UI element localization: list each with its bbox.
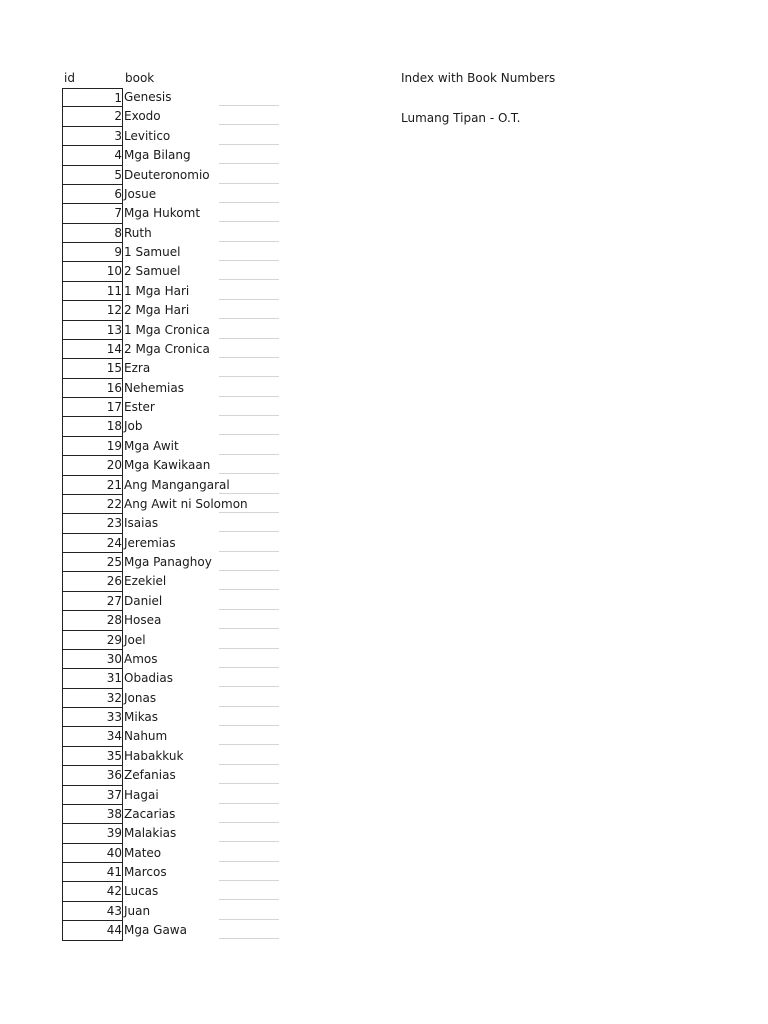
table-row xyxy=(0,611,768,630)
book-cell[interactable]: Joel xyxy=(124,632,146,647)
faint-divider xyxy=(219,783,279,784)
book-cell[interactable]: Obadias xyxy=(124,671,173,686)
book-cell[interactable]: Amos xyxy=(124,651,158,666)
id-cell[interactable]: 31 xyxy=(62,669,123,688)
faint-divider xyxy=(219,124,279,125)
book-cell[interactable]: Hagai xyxy=(124,787,159,802)
book-cell[interactable]: Nehemias xyxy=(124,380,184,395)
table-row xyxy=(0,689,768,708)
id-cell[interactable]: 1 xyxy=(62,88,123,107)
table-row xyxy=(0,921,768,940)
book-cell[interactable]: Mga Awit xyxy=(124,438,179,453)
book-cell[interactable]: 1 Mga Hari xyxy=(124,283,190,298)
id-cell[interactable]: 29 xyxy=(62,631,123,650)
book-cell[interactable]: 1 Samuel xyxy=(124,245,181,259)
faint-divider xyxy=(219,841,279,842)
id-cell[interactable]: 43 xyxy=(62,902,123,921)
table-row xyxy=(0,708,768,727)
faint-divider xyxy=(219,899,279,900)
table-row xyxy=(0,243,768,262)
id-cell[interactable]: 8 xyxy=(62,224,123,243)
faint-divider xyxy=(219,628,279,629)
book-cell[interactable]: Isaias xyxy=(124,516,159,531)
id-cell[interactable]: 11 xyxy=(62,282,123,301)
book-cell[interactable]: Ruth xyxy=(124,225,152,240)
table-row xyxy=(0,476,768,495)
table-row xyxy=(0,882,768,901)
faint-divider xyxy=(219,822,279,823)
id-cell[interactable]: 5 xyxy=(62,166,123,185)
book-cell[interactable]: Levitico xyxy=(124,128,171,143)
book-cell[interactable]: Deuteronomio xyxy=(124,167,210,182)
faint-divider xyxy=(219,764,279,765)
table-row xyxy=(0,572,768,591)
faint-divider xyxy=(219,803,279,804)
book-cell[interactable]: Mga Hukomt xyxy=(124,206,201,221)
table-row xyxy=(0,282,768,301)
book-cell[interactable]: 2 Mga Cronica xyxy=(124,341,210,356)
faint-divider xyxy=(219,706,279,707)
table-row xyxy=(0,340,768,359)
id-cell[interactable]: 23 xyxy=(62,514,123,533)
faint-divider xyxy=(219,725,279,726)
faint-divider xyxy=(219,551,279,552)
id-cell[interactable]: 15 xyxy=(62,359,123,378)
id-cell[interactable]: 36 xyxy=(62,766,123,785)
table-row xyxy=(0,650,768,669)
book-cell[interactable]: Jonas xyxy=(124,690,157,705)
id-cell[interactable]: 22 xyxy=(62,495,123,514)
faint-divider xyxy=(219,493,279,494)
faint-divider xyxy=(219,473,279,474)
book-cell[interactable]: Ezekiel xyxy=(124,574,167,589)
id-cell[interactable]: 40 xyxy=(62,844,123,863)
book-cell[interactable]: Mga Bilang xyxy=(124,148,191,163)
book-cell[interactable]: Lucas xyxy=(124,884,159,899)
book-cell[interactable]: Nahum xyxy=(124,729,168,744)
faint-divider xyxy=(219,861,279,862)
book-cell[interactable]: Job xyxy=(124,419,143,434)
id-cell[interactable]: 44 xyxy=(62,921,123,940)
id-cell[interactable]: 39 xyxy=(62,824,123,843)
book-cell[interactable]: Ang Mangangaral xyxy=(124,477,230,492)
faint-divider xyxy=(219,221,279,222)
table-row xyxy=(0,786,768,805)
book-cell[interactable]: Juan xyxy=(124,903,151,918)
table-row xyxy=(0,495,768,514)
table-row xyxy=(0,204,768,223)
book-cell[interactable]: Daniel xyxy=(124,593,163,608)
table-row xyxy=(0,766,768,785)
table-row xyxy=(0,592,768,611)
table-row xyxy=(0,553,768,572)
faint-divider xyxy=(219,241,279,242)
book-cell[interactable]: 2 Samuel xyxy=(124,264,181,279)
faint-divider xyxy=(219,357,279,358)
faint-divider xyxy=(219,531,279,532)
id-cell[interactable]: 12 xyxy=(62,301,123,320)
table-row xyxy=(0,824,768,843)
id-cell[interactable]: 32 xyxy=(62,689,123,708)
faint-divider xyxy=(219,415,279,416)
table-row xyxy=(0,379,768,398)
faint-divider xyxy=(219,260,279,261)
id-cell[interactable]: 30 xyxy=(62,650,123,669)
id-column-header: id xyxy=(64,71,75,85)
table-row xyxy=(0,224,768,243)
book-cell[interactable]: Mateo xyxy=(124,845,162,860)
table-row xyxy=(0,398,768,417)
id-cell[interactable]: 24 xyxy=(62,534,123,553)
table-row xyxy=(0,631,768,650)
book-cell[interactable]: Ester xyxy=(124,400,155,414)
faint-divider xyxy=(219,454,279,455)
faint-divider xyxy=(219,609,279,610)
book-cell[interactable]: Ezra xyxy=(124,361,151,376)
book-cell[interactable]: Jeremias xyxy=(124,535,176,550)
id-cell[interactable]: 10 xyxy=(62,262,123,281)
book-cell[interactable]: Hosea xyxy=(124,613,162,628)
id-cell[interactable]: 3 xyxy=(62,127,123,146)
id-cell[interactable]: 6 xyxy=(62,185,123,204)
faint-divider xyxy=(219,667,279,668)
table-row xyxy=(0,437,768,456)
book-cell[interactable]: Mga Panaghoy xyxy=(124,555,212,569)
table-row xyxy=(0,301,768,320)
faint-divider xyxy=(219,396,279,397)
book-cell[interactable]: Josue xyxy=(124,186,157,201)
faint-divider xyxy=(219,880,279,881)
book-cell[interactable]: Marcos xyxy=(124,865,167,879)
table-row xyxy=(0,844,768,863)
faint-divider xyxy=(219,299,279,300)
faint-divider xyxy=(219,376,279,377)
table-row xyxy=(0,747,768,766)
table-row xyxy=(0,417,768,436)
id-cell[interactable]: 20 xyxy=(62,456,123,475)
book-cell[interactable]: Mga Kawikaan xyxy=(124,458,211,473)
faint-divider xyxy=(219,512,279,513)
book-cell[interactable]: Zefanias xyxy=(124,768,176,783)
table-row xyxy=(0,166,768,185)
table-row xyxy=(0,359,768,378)
id-cell[interactable]: 27 xyxy=(62,592,123,611)
book-cell[interactable]: Genesis xyxy=(124,90,172,104)
table-row xyxy=(0,902,768,921)
id-cell[interactable]: 41 xyxy=(62,863,123,882)
faint-divider xyxy=(219,338,279,339)
faint-divider xyxy=(219,686,279,687)
sheet-subtitle: Lumang Tipan - O.T. xyxy=(401,111,521,125)
table-row xyxy=(0,107,768,126)
id-cell[interactable]: 42 xyxy=(62,882,123,901)
faint-divider xyxy=(219,202,279,203)
table-row xyxy=(0,321,768,340)
faint-divider xyxy=(219,744,279,745)
book-cell[interactable]: Exodo xyxy=(124,109,161,124)
id-cell[interactable]: 37 xyxy=(62,786,123,805)
faint-divider xyxy=(219,279,279,280)
book-cell[interactable]: Ang Awit ni Solomon xyxy=(124,496,248,511)
id-cell[interactable]: 19 xyxy=(62,437,123,456)
book-cell[interactable]: Zacarias xyxy=(124,806,176,821)
sheet-title: Index with Book Numbers xyxy=(401,71,556,85)
book-column-header: book xyxy=(125,71,155,85)
id-cell[interactable]: 17 xyxy=(62,398,123,417)
faint-divider xyxy=(219,589,279,590)
id-cell[interactable]: 26 xyxy=(62,572,123,591)
id-cell[interactable]: 4 xyxy=(62,146,123,165)
book-cell[interactable]: 2 Mga Hari xyxy=(124,303,190,318)
id-cell[interactable]: 16 xyxy=(62,379,123,398)
table-row xyxy=(0,262,768,281)
id-cell[interactable]: 21 xyxy=(62,476,123,495)
book-cell[interactable]: Mikas xyxy=(124,710,159,724)
faint-divider xyxy=(219,938,279,939)
id-cell[interactable]: 33 xyxy=(62,708,123,727)
table-row xyxy=(0,456,768,475)
table-row xyxy=(0,514,768,533)
faint-divider xyxy=(219,434,279,435)
faint-divider xyxy=(219,105,279,106)
faint-divider xyxy=(219,163,279,164)
book-table xyxy=(0,88,768,941)
table-row xyxy=(0,88,768,107)
table-row xyxy=(0,146,768,165)
table-row xyxy=(0,185,768,204)
table-row xyxy=(0,127,768,146)
faint-divider xyxy=(219,183,279,184)
id-cell[interactable]: 35 xyxy=(62,747,123,766)
table-row xyxy=(0,805,768,824)
id-cell[interactable]: 13 xyxy=(62,321,123,340)
id-cell[interactable]: 34 xyxy=(62,727,123,746)
id-cell[interactable]: 28 xyxy=(62,611,123,630)
faint-divider xyxy=(219,318,279,319)
book-cell[interactable]: Habakkuk xyxy=(124,748,184,763)
id-cell[interactable]: 14 xyxy=(62,340,123,359)
faint-divider xyxy=(219,919,279,920)
book-cell[interactable]: Malakias xyxy=(124,826,177,841)
table-row xyxy=(0,863,768,882)
id-cell[interactable]: 9 xyxy=(62,243,123,262)
faint-divider xyxy=(219,144,279,145)
id-cell[interactable]: 7 xyxy=(62,204,123,223)
book-cell[interactable]: 1 Mga Cronica xyxy=(124,322,210,337)
id-cell[interactable]: 2 xyxy=(62,107,123,126)
id-cell[interactable]: 18 xyxy=(62,417,123,436)
id-cell[interactable]: 38 xyxy=(62,805,123,824)
faint-divider xyxy=(219,570,279,571)
faint-divider xyxy=(219,648,279,649)
table-row xyxy=(0,534,768,553)
id-cell[interactable]: 25 xyxy=(62,553,123,572)
table-row xyxy=(0,669,768,688)
book-cell[interactable]: Mga Gawa xyxy=(124,923,187,938)
table-row xyxy=(0,727,768,746)
